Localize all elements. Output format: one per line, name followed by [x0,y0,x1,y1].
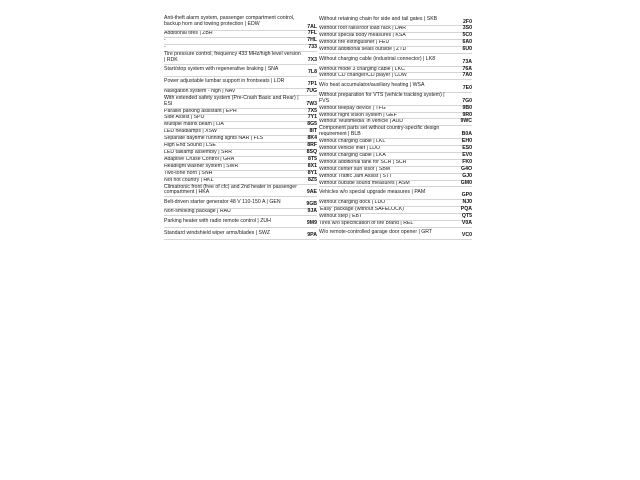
option-row [319,33,472,40]
option-row [164,143,317,150]
option-code: G4O [461,165,472,172]
option-code: 733 [308,44,317,51]
option-code: 8Z5 [308,176,317,183]
option-description: Vehicles w/o special upgrade measures | PAM [319,189,426,196]
option-description: Without center sun visor | SBM [319,166,391,172]
option-description: Without step | EBT [319,213,363,219]
option-row [319,26,472,33]
option-code: GP0 [461,192,472,199]
option-description: Without outside sound measures | ASM [319,180,410,186]
option-row [319,200,472,207]
option-description: Without special body measures | KSA [319,33,406,39]
option-code: 9R0 [462,111,472,118]
option-row [319,14,472,26]
option-code: 9B0 [462,104,472,111]
option-description: Tire pressure control, frequency 433 MHz/high level version | RDK [164,51,301,64]
option-row [164,109,317,116]
option-row [319,54,472,66]
option-description: W/o heat accumulator/auxiliary heating | WSA [319,82,425,89]
option-description: Without fire extinguisher | FEU [319,40,390,46]
option-row [319,106,472,113]
option-description: Adaptive Cruise Control | GRA [164,156,235,162]
option-description: Multiple matrix beam | LIA [164,122,224,128]
option-description: Without charging cable | LKA [319,152,386,158]
option-description: Without retaining chain for side and tail gates | SKB [319,15,438,22]
option-description: Separate daytime running lights NAR | FLS [164,136,264,142]
option-row [164,96,317,109]
option-code: FK0 [462,158,472,165]
option-code: 7X5 [307,107,317,114]
option-code: 9WC [460,118,472,125]
option-code: 73A [462,58,472,65]
option-code: 7E0 [462,84,472,91]
option-code: ES0 [462,145,472,152]
option-row [319,80,472,92]
option-code: GJ0 [462,172,472,179]
option-code: 6A0 [462,39,472,46]
option-row [319,40,472,47]
option-code: 8K4 [307,135,317,142]
option-description: Not hot country | HKL [164,177,214,183]
option-code: 9GB [306,201,317,208]
option-row [319,174,472,181]
option-code: 5C0 [462,32,472,39]
option-description: Without CD changer/CD player | CDW [319,73,407,79]
option-code: 7Y1 [307,114,317,121]
option-code: 2F0 [463,18,472,25]
option-row [319,93,472,106]
option-row [319,146,472,153]
option-row [164,31,317,38]
option-row [164,52,317,65]
option-row [319,207,472,214]
option-row [319,139,472,146]
option-row [319,221,472,228]
option-row [319,228,472,240]
option-code: GM0 [460,179,472,186]
option-description: Without night vision system | GEF [319,112,397,118]
option-description: W/o remote-controlled garage door opener | GRT [319,229,433,236]
equipment-options-sheet [164,14,472,240]
option-code: 7W3 [306,100,317,107]
option-description: High End Sound | LSE [164,143,216,149]
option-row [164,150,317,157]
option-code: 76A [462,65,472,72]
option-code: 7X3 [307,57,317,64]
option-code: VC0 [461,232,472,239]
option-code: PQA [460,205,472,212]
option-code: 8IT [309,128,317,135]
option-description: Without roof rails/roof load rack | DAR [319,26,406,32]
option-code: 7UG [306,87,317,94]
option-code: 8Y1 [307,169,317,176]
option-description: Two-tone horn | SNH [164,170,213,176]
option-code: V0A [461,219,472,226]
option-row [164,157,317,164]
option-description: LED headlamps | XSW [164,129,217,135]
option-description: Without 'Multimedia' in vehicle | AUD [319,119,404,125]
option-description: Tires w/o specification of tire brand | REL [319,220,414,226]
option-description: Without charging cable (industrial connector) | LK8 [319,55,436,62]
option-row [164,171,317,178]
option-code: 8SQ [306,148,317,155]
option-description: Without vehicle inlet | LDO [319,146,381,152]
option-row [164,38,317,45]
option-description: Without telepay device | TFG [319,105,386,111]
option-description: Component parts set without country-specific design requirement | BLB [319,125,440,138]
option-code: 9AE [306,189,317,196]
option-row [319,67,472,74]
option-code: 7A0 [462,72,472,79]
option-row [164,14,317,31]
option-description: Non-smoking package | RAU [164,209,231,215]
option-row [319,153,472,160]
option-row [164,228,317,240]
option-row [164,197,317,209]
option-row [164,136,317,143]
option-description: Side Assist | SPU [164,115,205,121]
option-description: Parallel parking assistant | EPH [164,108,237,114]
option-code: EV0 [462,151,472,158]
option-description: Without additional seals outside | ZTD [319,47,407,53]
option-description: - [164,38,166,44]
option-code: 3S0 [462,25,472,32]
option-row [164,216,317,228]
option-row [164,65,317,77]
option-code: 9M9 [306,220,317,227]
option-code: 8RF [307,142,317,149]
option-description: 'Easy' package (without SAFELOCK) [319,206,405,212]
options-column-right [319,14,472,240]
options-column-left [164,14,317,240]
option-description: With extended safety system (Pre-Crash Basic and Rear) | ESI [164,94,299,107]
option-row [319,113,472,120]
option-description: Parking heater with radio remote control | ZUH [164,217,271,224]
option-description: Belt-driven starter generator 48 V 110-150 A | GEN [164,198,281,205]
option-description: Additional tires | ZBR [164,31,213,37]
option-row [319,214,472,221]
option-row [319,167,472,174]
option-code: 7HL [307,37,317,44]
option-row [164,164,317,171]
option-code: EH0 [461,138,472,145]
option-description: Without preparation for VTS (vehicle tracking system) | FVS [319,91,445,104]
option-description: Anti-theft alarm system, passenger compartment control, backup horn and towing protection | EDW [164,15,295,28]
option-description: Start/stop system with regenerative braking | SNA [164,66,279,73]
option-code: 9PA [307,232,317,239]
option-code: 7L8 [308,68,317,75]
option-code: 8T5 [308,155,317,162]
option-description: Power adjustable lumbar support in frontseats | LOR [164,78,285,85]
option-row [164,209,317,216]
option-code: 7FL [307,30,317,37]
option-row [164,122,317,129]
option-row [164,115,317,122]
option-row [319,160,472,167]
option-code: 7P1 [307,80,317,87]
option-row [164,77,317,89]
option-description: Navigation system - high | NAV [164,88,236,94]
option-row [164,129,317,136]
option-description: LED taillamp assembly | SRR [164,149,232,155]
option-row [164,185,317,198]
option-code: 9JA [307,208,317,215]
option-code: B0A [461,131,472,138]
option-row [319,187,472,199]
option-description: Without Traffic Jam Assist | STT [319,173,393,179]
option-description: Without mode 3 charging cable | LKC [319,66,405,72]
option-description: Without charging cable | LKL [319,139,386,145]
option-description: Without additional tank for SCR | SCR [319,159,407,165]
option-code: QT5 [461,212,472,219]
option-description: Without charging dock | LDO [319,199,386,205]
option-code: NJ0 [462,198,472,205]
option-row [319,73,472,80]
option-row [319,181,472,188]
option-description: Climatronic front (free of cfc) and 2nd heater in passenger compartment | HKA [164,183,297,196]
option-code: 8X1 [307,162,317,169]
option-row [319,47,472,54]
option-description: - [164,45,166,51]
option-code: 6U0 [462,46,472,53]
option-code: 7AL [307,23,317,30]
option-description: Standard windshield wiper arms/blades | SWZ [164,229,271,236]
option-code: 7G0 [462,97,472,104]
option-description: Headlight washer system | SWR [164,163,239,169]
option-code: 8G5 [307,121,317,128]
option-row [319,126,472,139]
